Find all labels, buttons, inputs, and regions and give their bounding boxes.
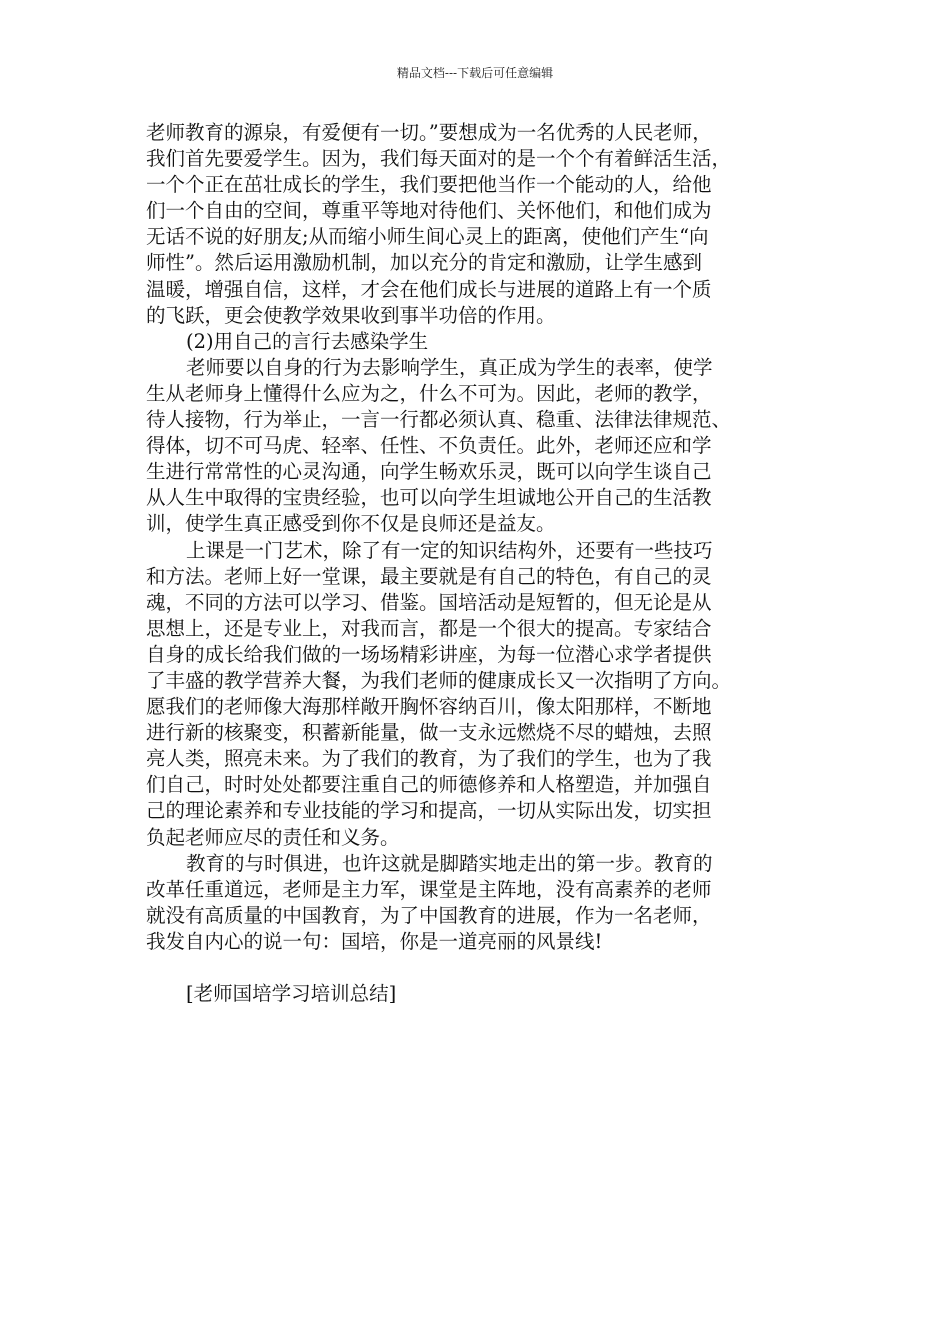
body-line: 己的理论素养和专业技能的学习和提高，一切从实际出发，切实担 bbox=[146, 799, 712, 823]
body-line: 们一个自由的空间，尊重平等地对待他们、关怀他们，和他们成为 bbox=[146, 199, 712, 223]
body-line: 生进行常常性的心灵沟通，向学生畅欢乐灵，既可以向学生谈自己 bbox=[146, 460, 712, 484]
body-line: 负起老师应尽的责任和义务。 bbox=[146, 825, 400, 849]
body-line: 一个个正在茁壮成长的学生，我们要把他当作一个能动的人，给他 bbox=[146, 173, 712, 197]
body-line: 们自己，时时处处都要注重自己的师德修养和人格塑造，并加强自 bbox=[146, 773, 712, 797]
body-line: 师性”。然后运用激励机制，加以充分的肯定和激励，让学生感到 bbox=[146, 251, 702, 275]
page-header: 精品文档---下载后可任意编辑 bbox=[396, 66, 554, 80]
blank-line bbox=[146, 955, 830, 981]
body-line: 从人生中取得的宝贵经验，也可以向学生坦诚地公开自己的生活教 bbox=[146, 486, 712, 510]
body-line: 老师教育的源泉，有爱便有一切。”要想成为一名优秀的人民老师， bbox=[146, 121, 712, 144]
paragraph-first-line: 老师要以自身的行为去影响学生，真正成为学生的表率，使学 bbox=[186, 355, 713, 379]
body-line: 得体，切不可马虎、轻率、任性、不负责任。此外，老师还应和学 bbox=[146, 434, 712, 458]
paragraph-first-line: 教育的与时俱进，也许这就是脚踏实地走出的第一步。教育的 bbox=[186, 851, 713, 875]
body-line: 待人接物，行为举止，一言一行都必须认真、稳重、法律法律规范、 bbox=[146, 408, 732, 432]
closing-title: [老师国培学习培训总结] bbox=[186, 982, 397, 1006]
body-line: 进行新的核聚变，积蓄新能量，做一支永远燃烧不尽的蜡烛，去照 bbox=[146, 721, 712, 745]
body-line: 魂，不同的方法可以学习、借鉴。国培活动是短暂的，但无论是从 bbox=[146, 590, 712, 614]
document-body bbox=[146, 120, 830, 1007]
body-line: 的飞跃，更会使教学效果收到事半功倍的作用。 bbox=[146, 303, 556, 327]
body-line: 了丰盛的教学营养大餐，为我们老师的健康成长又一次指明了方向。 bbox=[146, 668, 732, 692]
paragraph-first-line: 上课是一门艺术，除了有一定的知识结构外，还要有一些技巧 bbox=[186, 538, 713, 562]
body-line: 思想上，还是专业上，对我而言，都是一个很大的提高。专家结合 bbox=[146, 616, 712, 640]
body-line: 就没有高质量的中国教育，为了中国教育的进展，作为一名老师， bbox=[146, 903, 712, 927]
body-line: 我们首先要爱学生。因为，我们每天面对的是一个个有着鲜活生活， bbox=[146, 147, 732, 171]
body-line: 自身的成长给我们做的一场场精彩讲座，为每一位潜心求学者提供 bbox=[146, 642, 712, 666]
body-line: 亮人类，照亮未来。为了我们的教育，为了我们的学生，也为了我 bbox=[146, 747, 712, 771]
body-line: 生从老师身上懂得什么应为之，什么不可为。因此，老师的教学， bbox=[146, 381, 712, 405]
body-line: 训，使学生真正感受到你不仅是良师还是益友。 bbox=[146, 512, 556, 536]
body-line: 改革任重道远，老师是主力军，课堂是主阵地，没有高素养的老师 bbox=[146, 877, 712, 901]
body-line: 愿我们的老师像大海那样敞开胸怀容纳百川，像太阳那样，不断地 bbox=[146, 695, 712, 719]
body-line: 我发自内心的说一句：国培，你是一道亮丽的风景线! bbox=[146, 929, 603, 953]
body-line: 无话不说的好朋友;从而缩小师生间心灵上的距离，使他们产生“向 bbox=[146, 225, 709, 249]
body-line: 和方法。老师上好一堂课，最主要就是有自己的特色，有自己的灵 bbox=[146, 564, 712, 588]
body-line: 温暖，增强自信，这样，才会在他们成长与进展的道路上有一个质 bbox=[146, 277, 712, 301]
section-heading: (2)用自己的言行去感染学生 bbox=[186, 329, 429, 353]
